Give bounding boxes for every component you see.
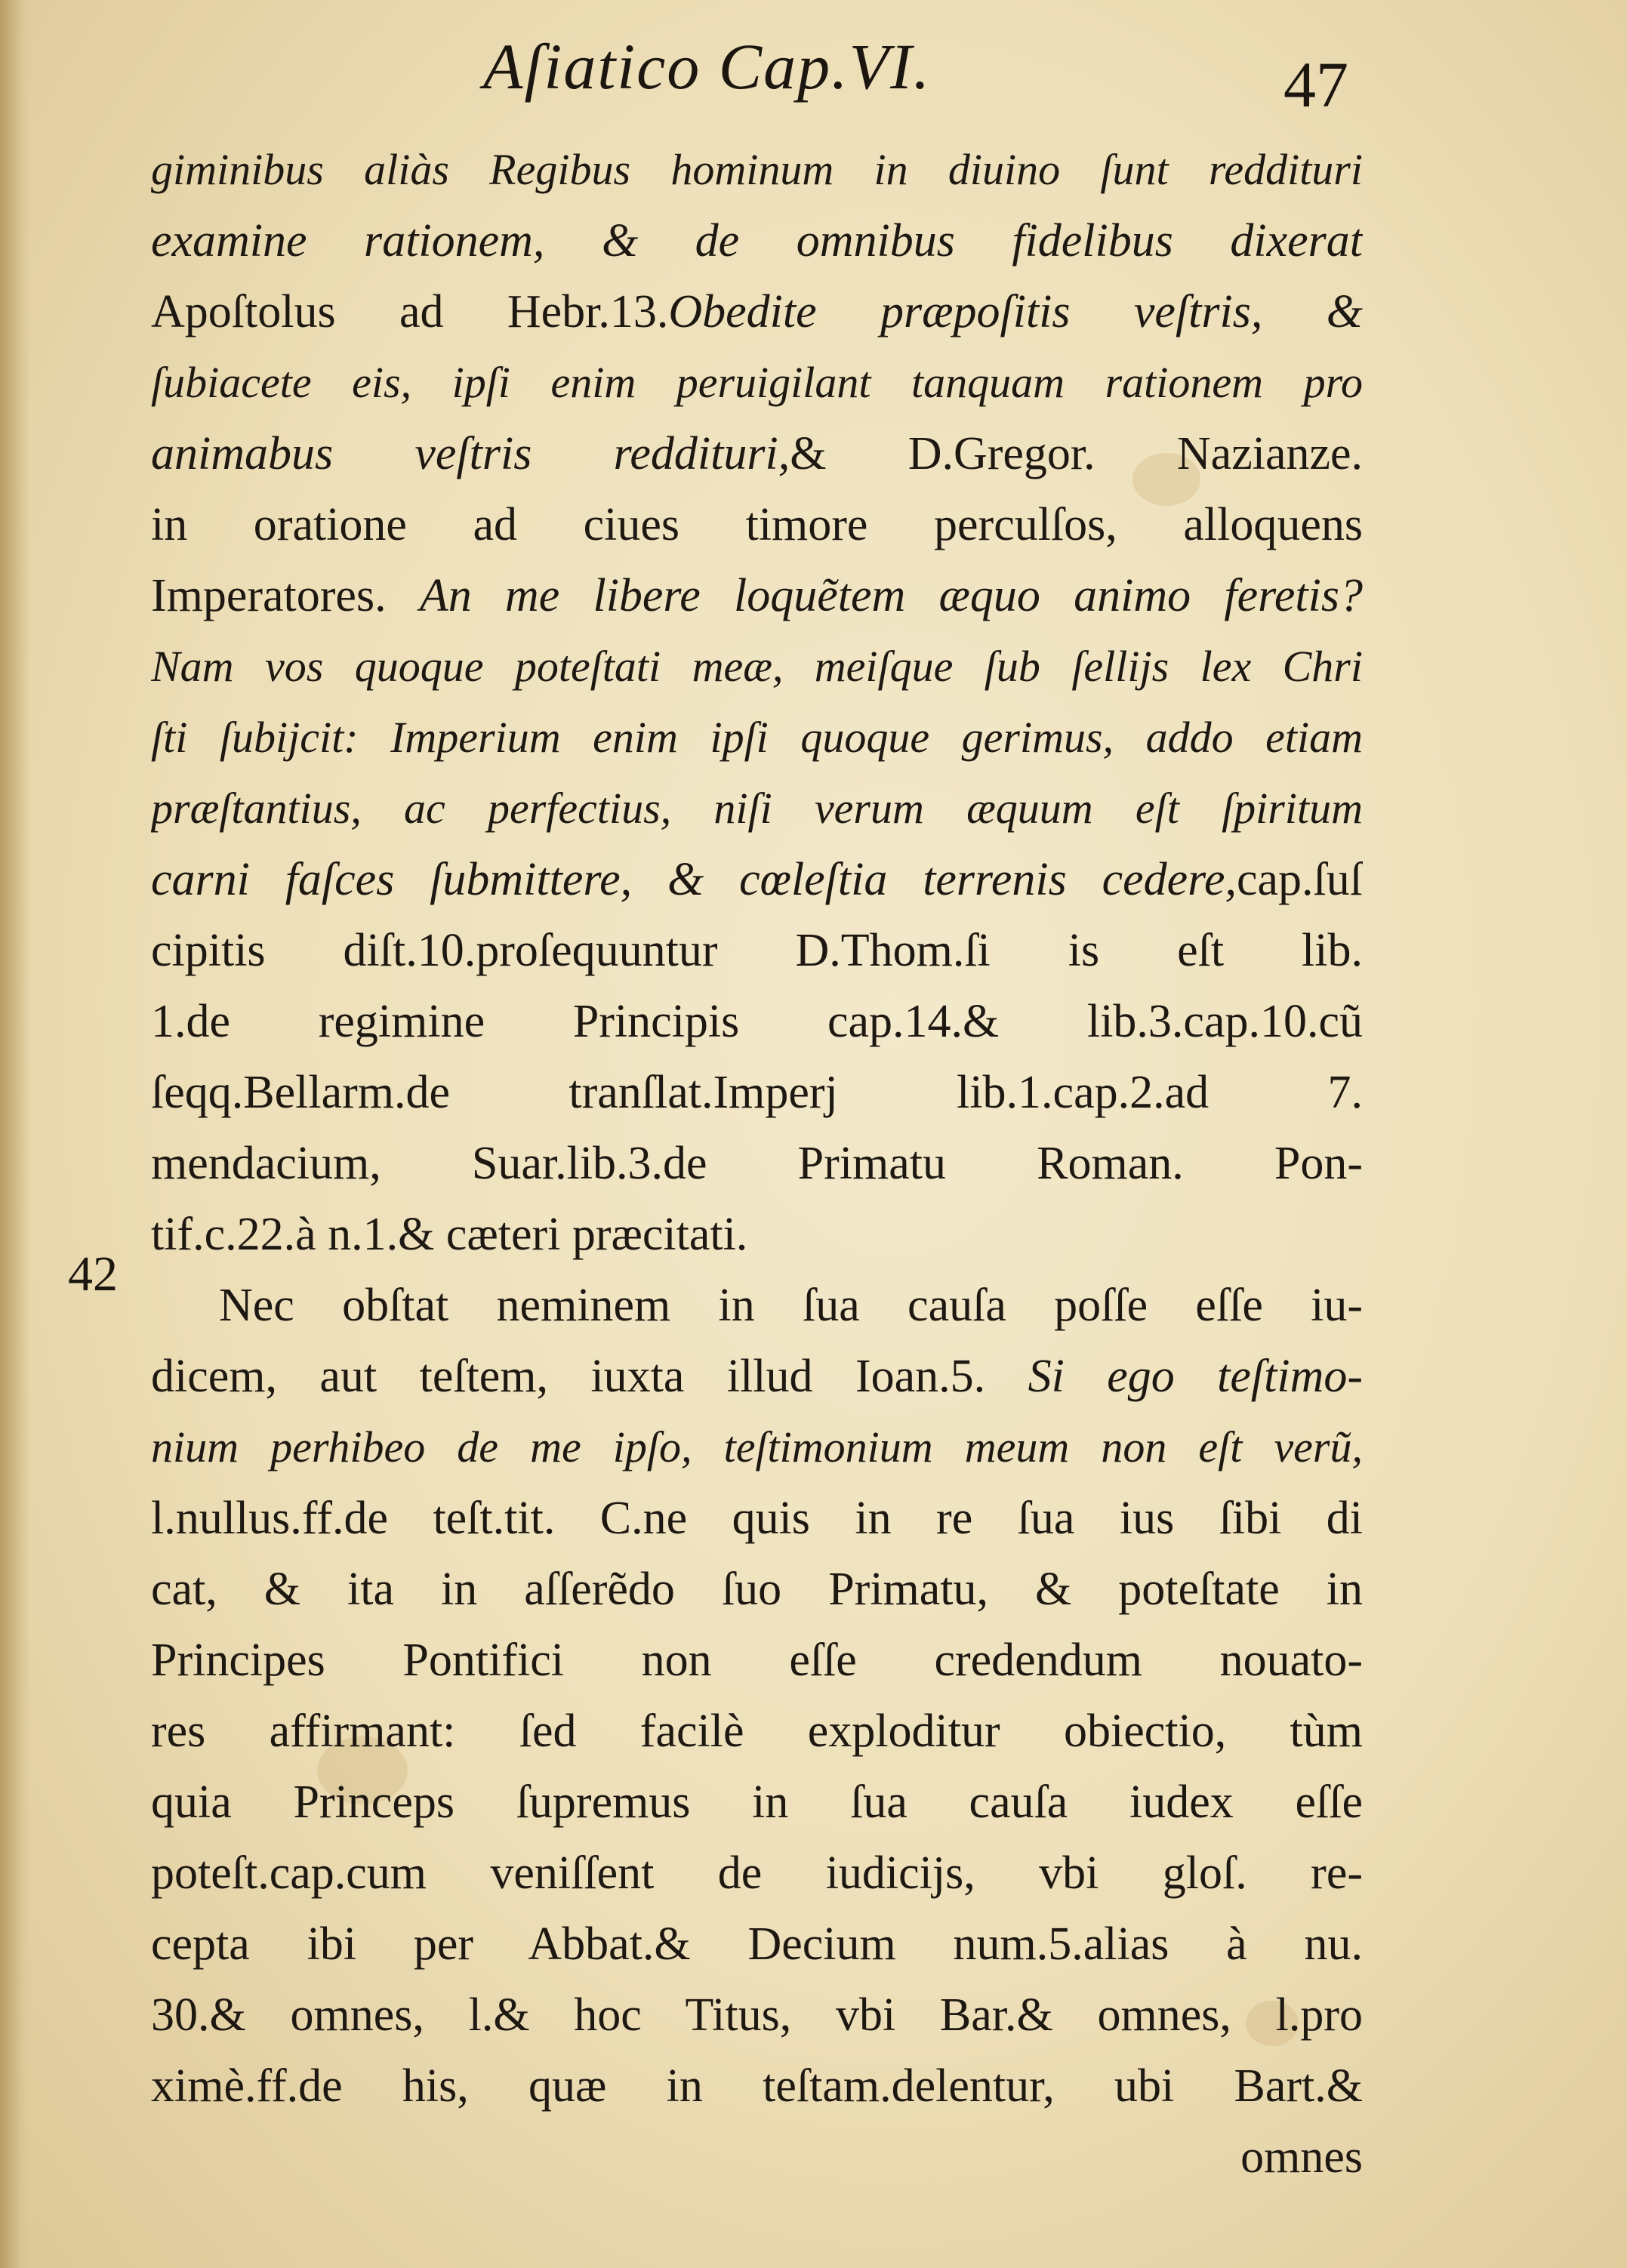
- text-segment: Imperatores.: [151, 570, 387, 621]
- text-line: quia Princeps ſupremus in ſua cauſa iudex eſſe: [151, 1776, 1363, 1828]
- text-line: 30.& omnes, l.& hoc Titus, vbi Bar.& omnes, l.pro: [151, 1989, 1363, 2041]
- text-line: giminibus aliàs Regibus hominum in diuino ſunt reddituri: [151, 145, 1363, 194]
- text-line: cipitis diſt.10.proſequuntur D.Thom.ſi is eſt lib.: [151, 925, 1363, 976]
- catchword: omnes: [1240, 2131, 1363, 2183]
- margin-paragraph-number: 42: [68, 1246, 118, 1302]
- text-line: [151, 418, 1363, 489]
- text-segment-italic: Obedite præpoſitis veſtris, &: [668, 286, 1363, 337]
- text-line: tif.c.22.à n.1.& cæteri præcitati.: [151, 1209, 748, 1260]
- text-segment-italic: animabus veſtris reddituri,: [151, 428, 790, 479]
- text-line-paragraph-start: Nec obſtat neminem in ſua cauſa poſſe eſſe iu-: [219, 1280, 1363, 1331]
- text-line: in oratione ad ciues timore perculſos, alloquens: [151, 499, 1363, 550]
- text-line: poteſt.cap.cum veniſſent de iudicijs, vbi gloſ. re-: [151, 1847, 1363, 1899]
- text-line: ximè.ff.de his, quæ in teſtam.delentur, ubi Bart.&: [151, 2060, 1363, 2112]
- text-line: ſubiacete eis, ipſi enim peruigilant tanquam rationem pro: [151, 358, 1363, 407]
- page-number: 47: [1283, 48, 1348, 121]
- text-line: [151, 1341, 1363, 1412]
- text-line: cepta ibi per Abbat.& Decium num.5.alias à nu.: [151, 1918, 1363, 1970]
- text-line: Nam vos quoque poteſtati meæ, meiſque ſub ſellijs lex Chri: [151, 642, 1363, 691]
- text-line: 1.de regimine Principis cap.14.& lib.3.cap.10.cũ: [151, 996, 1363, 1047]
- body-text: [151, 134, 1363, 2193]
- text-line: nium perhibeo de me ipſo, teſtimonium meum non eſt verũ,: [151, 1422, 1363, 1471]
- text-segment: cap.ſuſ: [1237, 854, 1363, 905]
- text-segment: & D.Gregor. Nazianze.: [790, 428, 1363, 479]
- text-segment-italic: Si ego teſtimo-: [1028, 1351, 1363, 1402]
- text-line: ſeqq.Bellarm.de tranſlat.Imperj lib.1.cap.2.ad 7.: [151, 1067, 1363, 1118]
- text-line-italic: examine rationem, & de omnibus fidelibus dixerat: [151, 215, 1363, 267]
- text-line: ſti ſubijcit: Imperium enim ipſi quoque gerimus, addo etiam: [151, 713, 1363, 762]
- text-line: mendacium, Suar.lib.3.de Primatu Roman. Pon-: [151, 1138, 1363, 1189]
- text-line: l.nullus.ff.de teſt.tit. C.ne quis in re ſua ius ſibi di: [151, 1493, 1363, 1544]
- text-line: Principes Pontifici non eſſe credendum nouato-: [151, 1635, 1363, 1686]
- text-segment: Apoſtolus ad Hebr.13.: [151, 286, 669, 337]
- text-line: præſtantius, ac perfectius, niſi verum æquum eſt ſpiritum: [151, 784, 1363, 833]
- text-segment-italic: carni faſces ſubmittere, & cœleſtia terrenis cedere,: [151, 854, 1237, 905]
- text-line: [151, 560, 1363, 631]
- text-segment: dicem, aut teſtem, iuxta illud Ioan.5.: [151, 1351, 986, 1402]
- text-line: res affirmant: ſed facilè exploditur obiectio, tùm: [151, 1706, 1363, 1757]
- text-segment-italic: An me libere loquẽtem æquo animo feretis?: [419, 570, 1363, 621]
- text-line: [151, 205, 1363, 276]
- running-head: Aſiatico Cap.VI.: [483, 30, 932, 103]
- text-line: [151, 276, 1363, 347]
- text-line: cat, & ita in aſſerẽdo ſuo Primatu, & poteſtate in: [151, 1564, 1363, 1615]
- page-gutter-shadow: [0, 0, 30, 2268]
- text-line: [151, 844, 1363, 915]
